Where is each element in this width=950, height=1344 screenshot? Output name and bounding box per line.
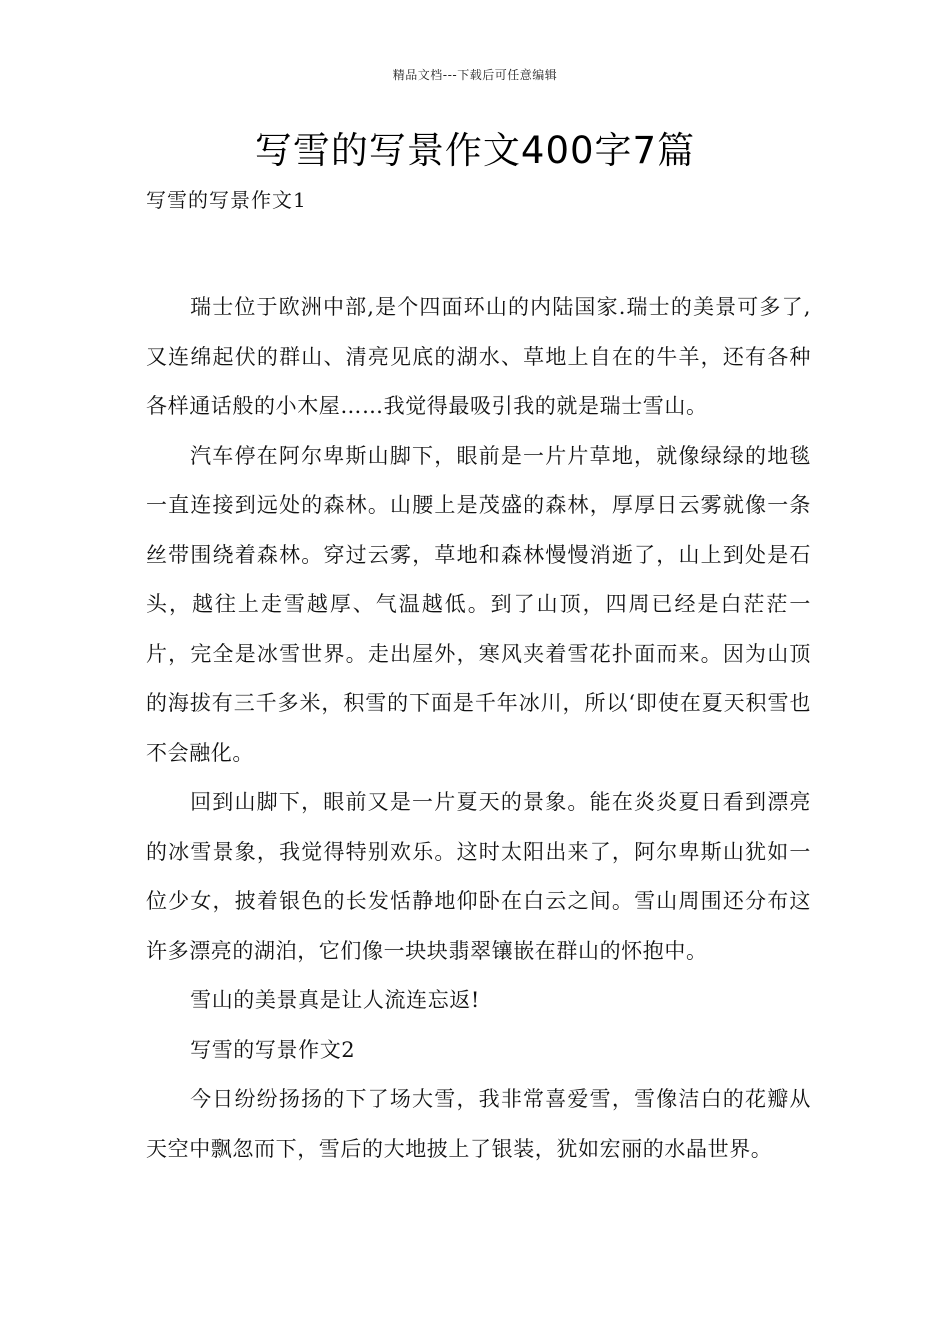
- section-subtitle: 写雪的写景作文1: [146, 188, 307, 212]
- section-heading: 写雪的写景作文2: [190, 1037, 356, 1062]
- document-title: 写雪的写景作文400字7篇: [254, 129, 696, 172]
- paragraph: 回到山脚下，眼前又是一片夏天的景象。能在炎炎夏日看到漂亮的冰雪景象，我觉得特别欢乐。这时太阳出来了，阿尔卑斯山犹如一位少女，披着银色的长发恬静地仰卧在白云之间。雪山周围还分布这许多漂亮的湖泊，它们像一块块翡翠镶嵌在群山的怀抱中。: [146, 790, 811, 963]
- paragraph: 瑞士位于欧洲中部,是个四面环山的内陆国家.瑞士的美景可多了,又连绵起伏的群山、清亮见底的湖水、草地上自在的牛羊，还有各种各样通话般的小木屋……我觉得最吸引我的就是瑞士雪山。: [146, 295, 811, 418]
- page-header-note: 精品文档---下载后可任意编辑: [392, 68, 558, 82]
- paragraph: 汽车停在阿尔卑斯山脚下，眼前是一片片草地，就像绿绿的地毯一直连接到远处的森林。山腰上是茂盛的森林，厚厚日云雾就像一条丝带围绕着森林。穿过云雾，草地和森林慢慢消逝了，山上到处是石头，越往上走雪越厚、气温越低。到了山顶，四周已经是白茫茫一片，完全是冰雪世界。走出屋外，寒风夹着雪花扑面而来。因为山顶的海拔有三千多米，积雪的下面是千年冰川，所以‘即使在夏天积雪也不会融化。: [146, 443, 811, 765]
- article-body: [146, 283, 811, 1174]
- paragraph: 雪山的美景真是让人流连忘返!: [190, 988, 480, 1012]
- paragraph: 今日纷纷扬扬的下了场大雪，我非常喜爱雪，雪像洁白的花瓣从天空中飘忽而下，雪后的大地披上了银装，犹如宏丽的水晶世界。: [146, 1087, 811, 1161]
